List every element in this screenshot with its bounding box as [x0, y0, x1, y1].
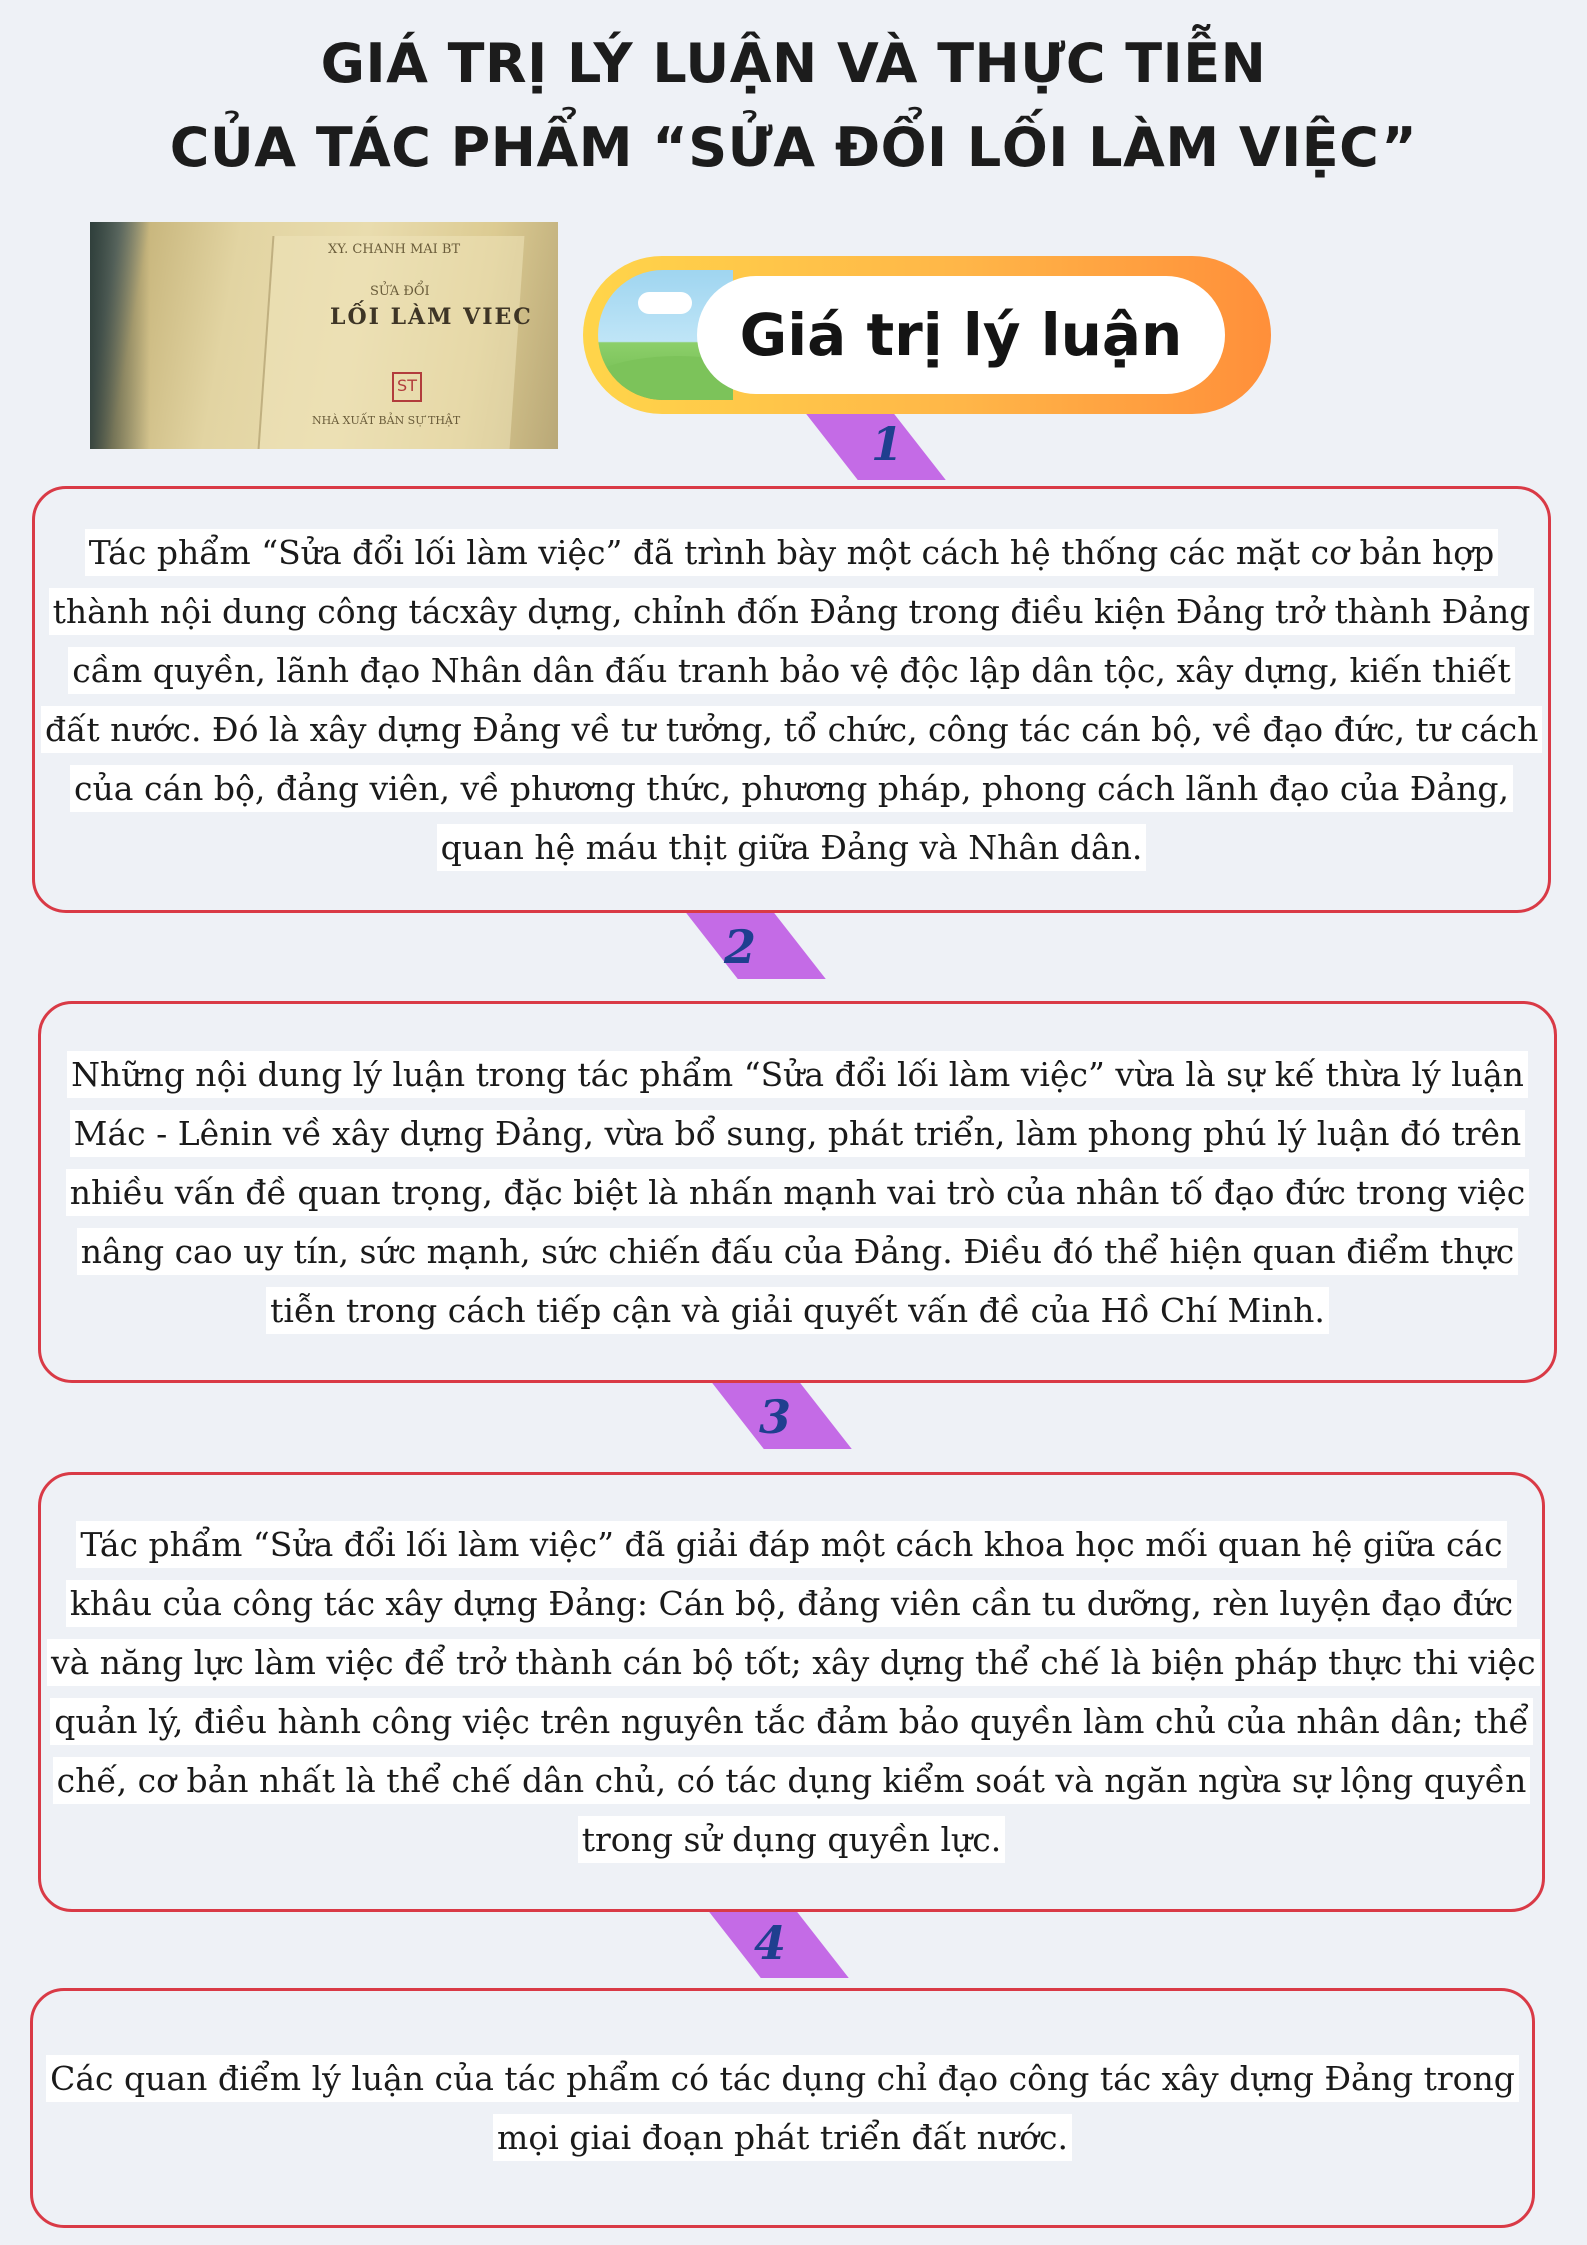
content-text-3: Tác phẩm “Sửa đổi lối làm việc” đã giải đáp một cách khoa học mối quan hệ giữa các khâu của công tác xây dựng Đảng: Cán bộ, đảng viên cần tu dưỡng, rèn luyện đạo đức và năng lực làm việc để trở thành cán bộ tốt; xây dựng thể chế là biện pháp thực thi việc quản lý, điều hành công việc trên nguyên tắc đảm bảo quyền làm chủ của nhân dân; thể chế, cơ bản nhất là thể chế dân chủ, có tác dụng kiểm soát và ngăn ngừa sự lộng quyền trong sử dụng quyền lực.: [41, 1515, 1542, 1869]
cloud-icon: [638, 292, 692, 314]
section-heading: Giá trị lý luận: [739, 301, 1183, 369]
content-text-4: Các quan điểm lý luận của tác phẩm có tác dụng chỉ đạo công tác xây dựng Đảng trong mọi giai đoạn phát triển đất nước.: [33, 2049, 1532, 2167]
item-number-1: 1: [870, 417, 903, 471]
content-text-2: Những nội dung lý luận trong tác phẩm “Sửa đổi lối làm việc” vừa là sự kế thừa lý luận Mác - Lênin về xây dựng Đảng, vừa bổ sung, phát triển, làm phong phú lý luận đó trên nhiều vấn đề quan trọng, đặc biệt là nhấn mạnh vai trò của nhân tố đạo đức trong việc nâng cao uy tín, sức mạnh, sức chiến đấu của Đảng. Điều đó thể hiện quan điểm thực tiễn trong cách tiếp cận và giải quyết vấn đề của Hồ Chí Minh.: [41, 1045, 1554, 1340]
content-box-1: [32, 486, 1551, 913]
title-line-1: GIÁ TRỊ LÝ LUẬN VÀ THỰC TIỄN: [320, 32, 1267, 95]
content-box-4: [30, 1988, 1535, 2228]
content-box-2: [38, 1001, 1557, 1383]
page-title: [0, 22, 1587, 190]
heading-pill-label: [697, 276, 1225, 394]
book-publisher-line: NHÀ XUẤT BẢN SỰ THẬT: [312, 414, 461, 427]
book-top-line: SỬA ĐỔI: [370, 284, 430, 299]
book-title-line: LỐI LÀM VIEC: [330, 304, 533, 330]
content-text-1: Tác phẩm “Sửa đổi lối làm việc” đã trình bày một cách hệ thống các mặt cơ bản hợp thành nội dung công tácxây dựng, chỉnh đốn Đảng trong điều kiện Đảng trở thành Đảng cầm quyền, lãnh đạo Nhân dân đấu tranh bảo vệ độc lập dân tộc, xây dựng, kiến thiết đất nước. Đó là xây dựng Đảng về tư tưởng, tổ chức, công tác cán bộ, về đạo đức, tư cách của cán bộ, đảng viên, về phương thức, phương pháp, phong cách lãnh đạo của Đảng, quan hệ máu thịt giữa Đảng và Nhân dân.: [35, 523, 1548, 877]
item-number-2: 2: [723, 920, 756, 974]
title-line-2: CỦA TÁC PHẨM “SỬA ĐỔI LỐI LÀM VIỆC”: [169, 116, 1418, 179]
content-box-3: [38, 1472, 1545, 1912]
book-author-line: XY. CHANH MAI BT: [328, 242, 461, 257]
photo-shadow: [90, 222, 150, 449]
item-number-3: 3: [758, 1390, 791, 1444]
publisher-logo: ST: [392, 372, 422, 402]
item-number-4: 4: [753, 1916, 786, 1970]
book-cover-photo: [90, 222, 558, 449]
